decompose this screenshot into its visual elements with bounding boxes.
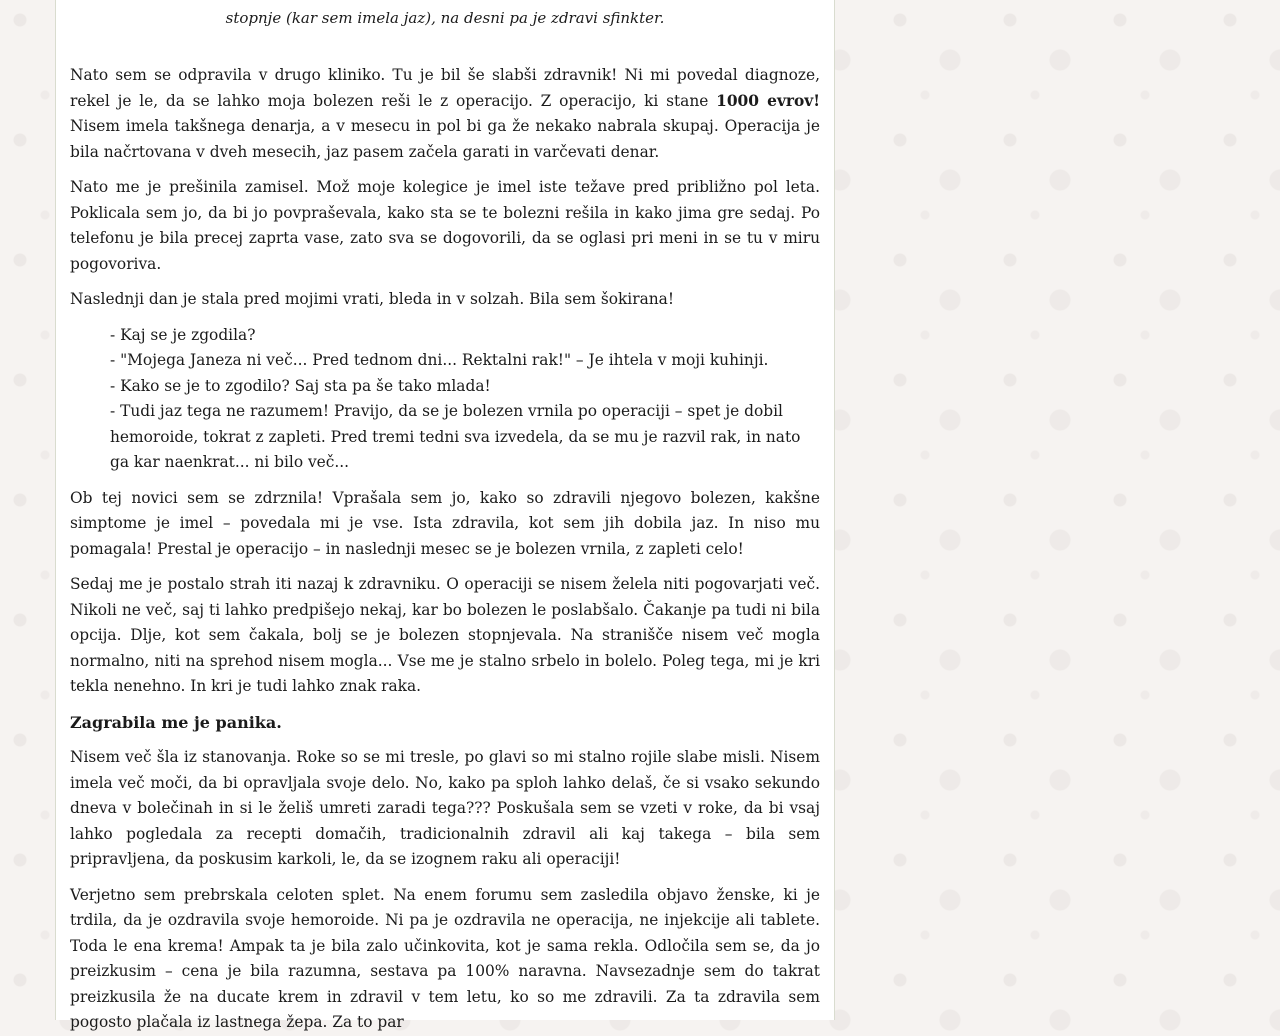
paragraph-1-text-a: Nato sem se odpravila v drugo kliniko. Tu je bil še slabši zdravnik! Ni mi povedal diagnoze, rekel je le, da se lahko moja bolezen reši le z operacijo. Z operacijo, ki stane	[70, 66, 820, 110]
paragraph-1-text-b: Nisem imela takšnega denarja, a v mesecu in pol bi ga že nekako nabrala skupaj. Operacija je bila načrtovana v dveh mesecih, jaz pasem začela garati in varčevati denar.	[70, 117, 820, 161]
paragraph-6: Nisem več šla iz stanovanja. Roke so se mi tresle, po glavi so mi stalno rojile slabe misli. Nisem imela več moči, da bi opravljala svoje delo. No, kako pa sploh lahko delaš, če si vsako sekundo dneva v bolečinah in si le želiš umreti zaradi tega??? Poskušala sem se vzeti v roke, da bi vsaj lahko pogledala za recepti domačih, tradicionalnih zdravil ali kaj takega – bila sem pripravljena, da poskusim karkoli, le, da se izognem raku ali operaciji!	[70, 748, 820, 868]
paragraph-3: Naslednji dan je stala pred mojimi vrati, bleda in v solzah. Bila sem šokirana!	[70, 290, 675, 308]
section-heading: Zagrabila me je panika.	[70, 712, 282, 732]
article-content	[55, 0, 835, 1031]
paragraph-1	[70, 63, 820, 165]
paragraph-2: Nato me je prešinila zamisel. Mož moje kolegice je imel iste težave pred približno pol leta. Poklicala sem jo, da bi jo povpraševala, kako sta se te bolezni rešila in kako jima gre sedaj. Po telefonu je bila precej zaprta vase, zato sva se dogovorili, da se oglasi pri meni in se tu v miru pogovoriva.	[70, 178, 820, 273]
dialog-line: - Tudi jaz tega ne razumem! Pravijo, da se je bolezen vrnila po operaciji – spet je dobil hemoroide, tokrat z zapleti. Pred tremi tedni sva izvedela, da se mu je razvil rak, in nato ga kar naenkrat... ni bilo več...	[110, 402, 801, 471]
price-highlight: 1000 evrov!	[716, 91, 820, 110]
dialog-line: - Kaj se je zgodila?	[110, 325, 256, 344]
paragraph-4: Ob tej novici sem se zdrznila! Vprašala sem jo, kako so zdravili njegovo bolezen, kakšne simptome je imel – povedala mi je vse. Ista zdravila, kot sem jih dobila jaz. In niso mu pomagala! Prestal je operacijo – in naslednji mesec se je bolezen vrnila, z zapleti celo!	[70, 488, 820, 558]
dialog-line: - "Mojega Janeza ni več... Pred tednom dni... Rektalni rak!" – Je ihtela v moji kuhinji.	[110, 351, 769, 369]
dialog-block	[110, 323, 820, 476]
image-caption: stopnje (kar sem imela jaz), na desni pa je zdravi sfinkter.	[225, 8, 665, 27]
paragraph-5: Sedaj me je postalo strah iti nazaj k zdravniku. O operaciji se nisem želela niti pogovarjati več. Nikoli ne več, saj ti lahko predpišejo nekaj, kar bo bolezen le poslabšalo. Čakanje pa tudi ni bila opcija. Dlje, kot sem čakala, bolj se je bolezen stopnjevala. Na stranišče nisem več mogla normalno, niti na sprehod nisem mogla... Vse me je stalno srbelo in bolelo. Poleg tega, mi je kri tekla nenehno. In kri je tudi lahko znak raka.	[70, 575, 820, 695]
dialog-line: - Kako se je to zgodilo? Saj sta pa še tako mlada!	[110, 376, 491, 395]
paragraph-7: Verjetno sem prebrskala celoten splet. Na enem forumu sem zasledila objavo ženske, ki je trdila, da je ozdravila svoje hemoroide. Ni pa je ozdravila ne operacija, ne injekcije ali tablete. Toda le ena krema! Ampak ta je bila zalo učinkovita, kot je sama rekla. Odločila sem se, da jo preizkusim – cena je bila razumna, sestava pa 100% naravna. Navsezadnje sem do takrat preizkusila že na ducate krem in zdravil v tem letu, ko so me zdravili. Za ta zdravila sem pogosto plačala iz lastnega žepa. Za to par	[70, 885, 820, 1031]
